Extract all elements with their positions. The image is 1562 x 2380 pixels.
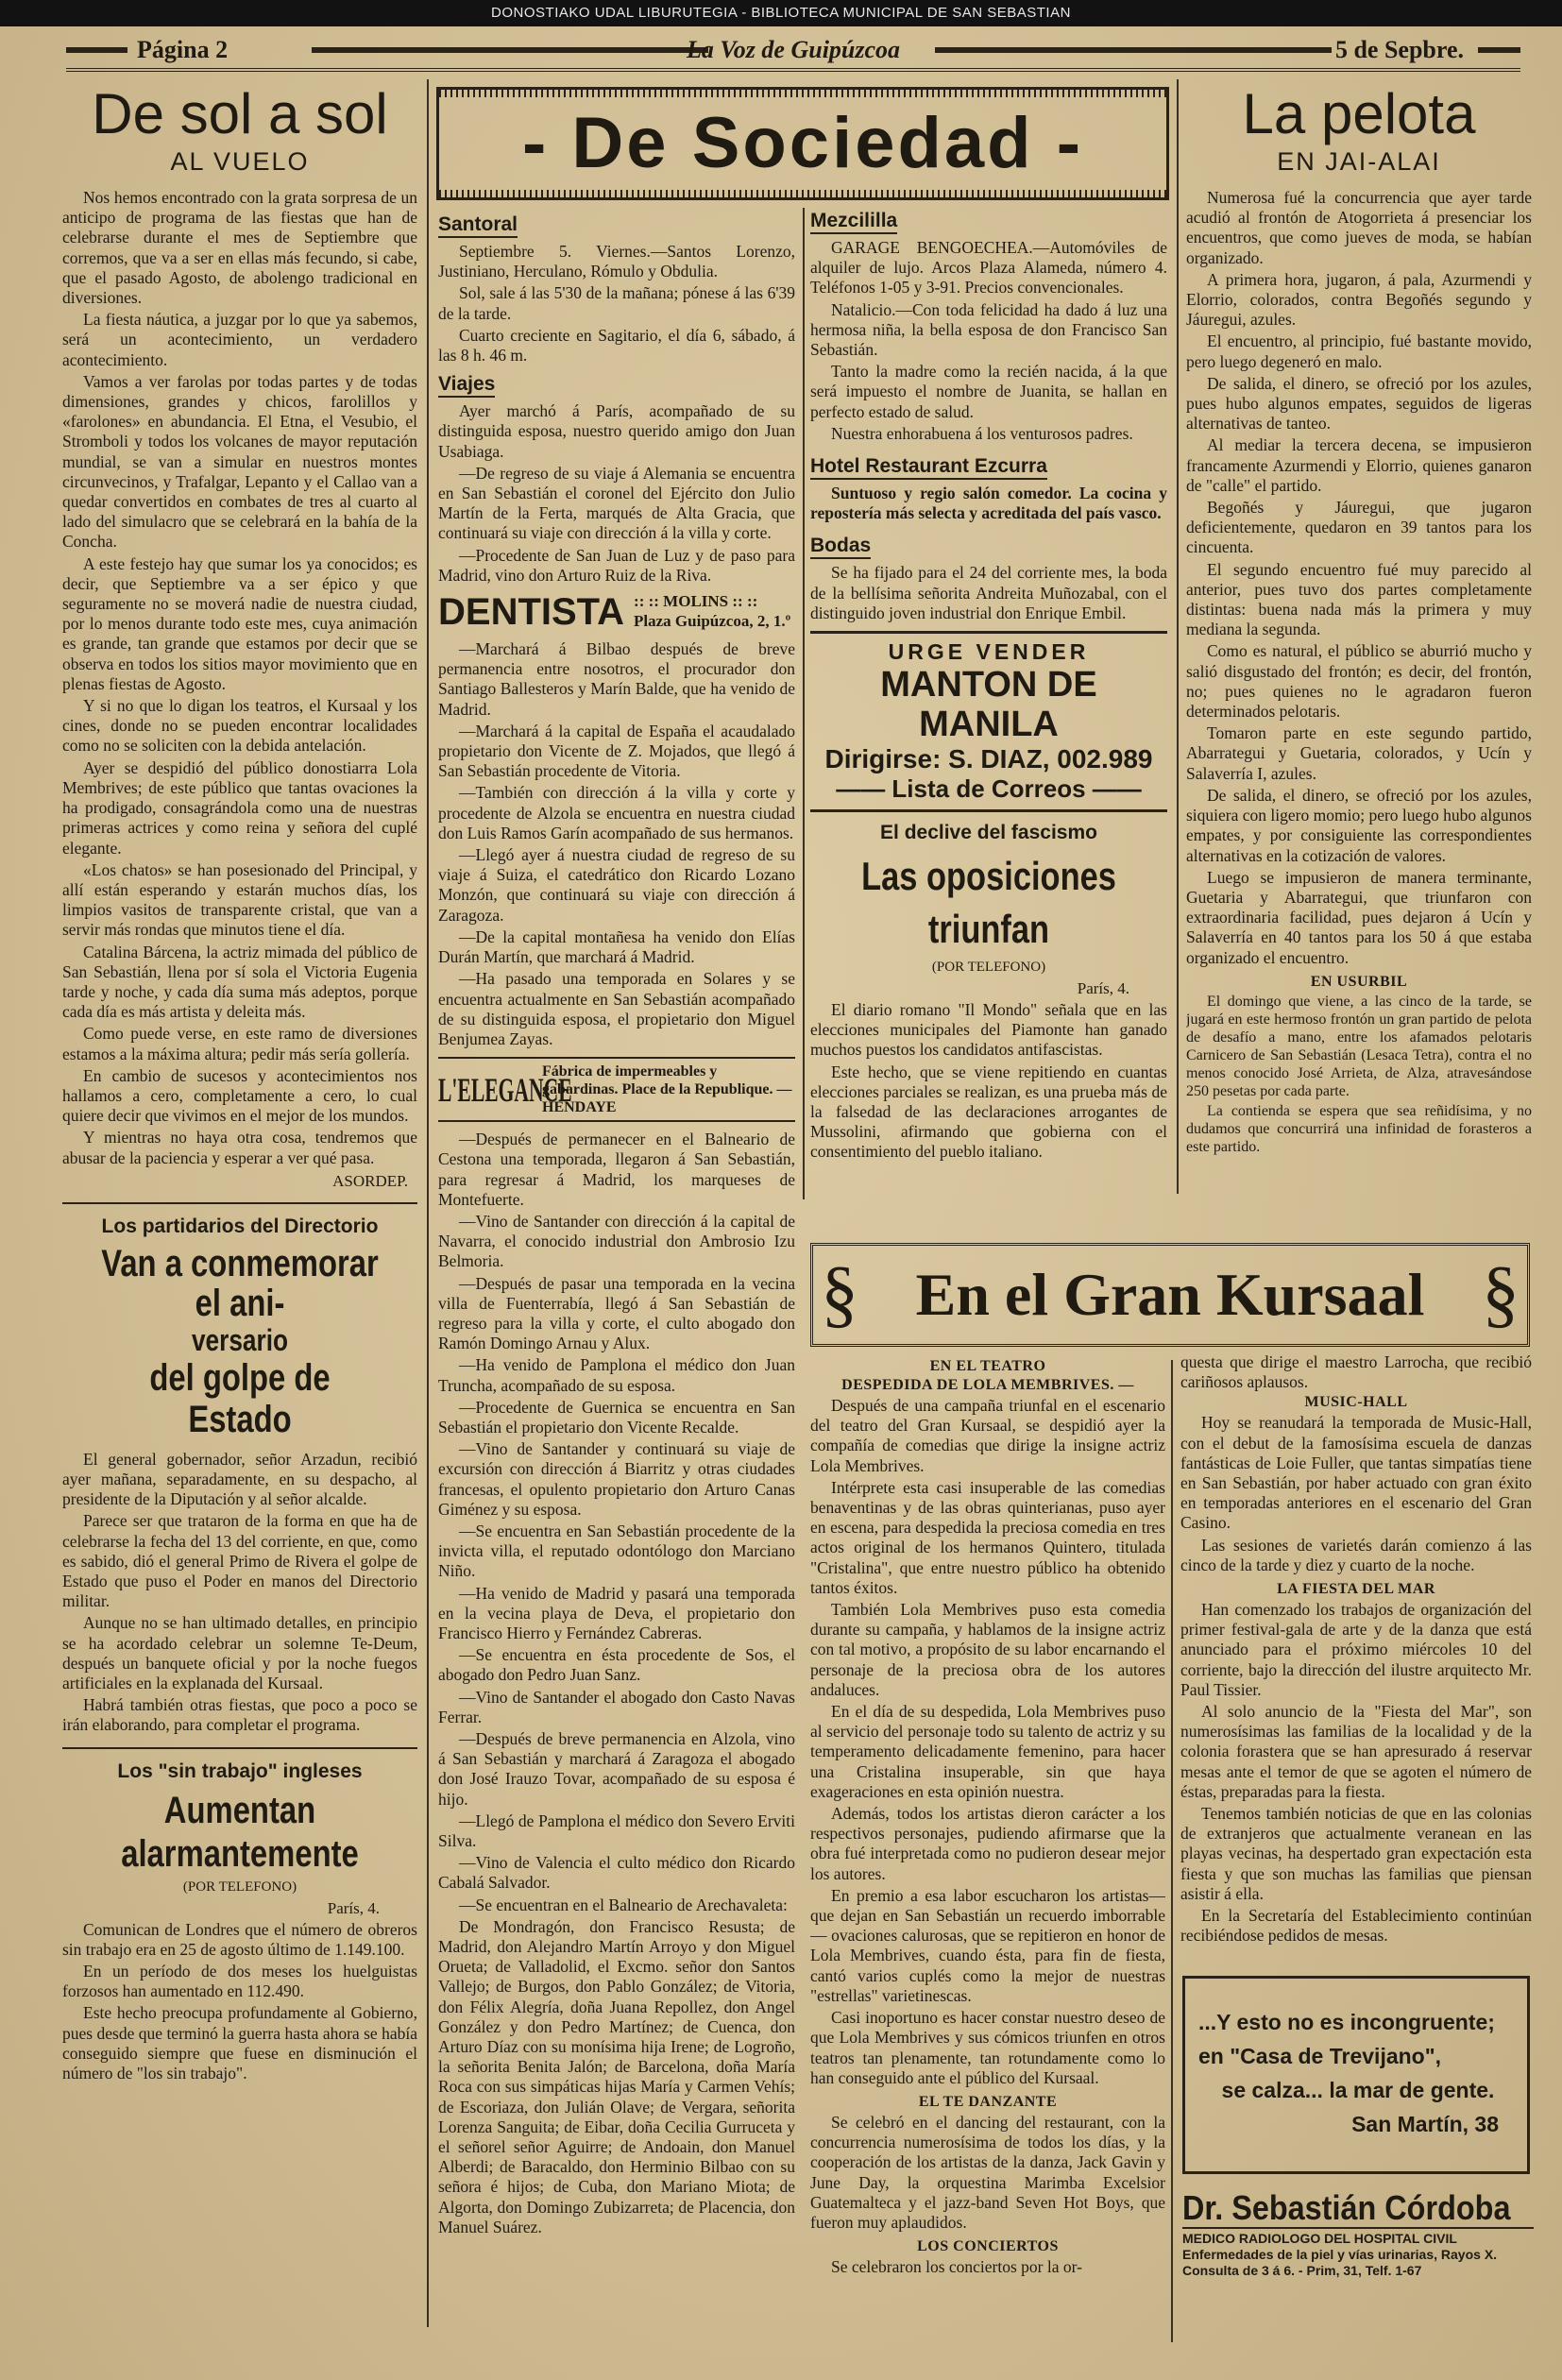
section-title: En el Gran Kursaal (915, 1261, 1425, 1328)
paragraph: El diario romano "Il Mondo" señala que en las elecciones municipales del Piamonte han ganado muchos puestos los candidatos antifascistas. (810, 1000, 1167, 1060)
page-number: Página 2 (137, 36, 229, 63)
paragraph: Al solo anuncio de la "Fiesta del Mar", son numerosísimas las familias de la localidad y de la colonia forastera que se han apresurado á reservar mesas ante el temor de que se agoten el número de éstas, preparadas para la fiesta. (1180, 1702, 1532, 1801)
paragraph: —Se encuentra en ésta procedente de Sos, el abogado don Pedro Juan Sanz. (438, 1645, 795, 1685)
paragraph: GARAGE BENGOECHEA.—Automóviles de alquiler de lujo. Arcos Plaza Alameda, número 4. Teléfonos 1-05 y 3-91. Precios convencionales. (810, 238, 1167, 298)
paragraph: En cambio de sucesos y acontecimientos nos hallamos a cero, completamente a cero, lo cual quiere decir que vivimos en el mejor de los mundos. (62, 1065, 417, 1126)
paragraph: Además, todos los artistas dieron carácter a los respectivos personajes, pudiendo afirmarse que la obra fué interpretada como no pudieron desear mejor los autores. (810, 1804, 1165, 1883)
paragraph: La contienda se espera que sea reñidísima, y no dudamos que concurrirá una infinidad de forasteros a este partido. (1186, 1102, 1532, 1155)
newspaper-name: La Voz de Guipúzcoa (686, 36, 901, 63)
paragraph: Sol, sale á las 5'30 de la mañana; pónese á las 6'39 de la tarde. (438, 283, 795, 323)
paragraph: Después de una campaña triunfal en el escenario del teatro del Gran Kursaal, se despidió ayer la compañía de comedias que dirige la insigne actriz Lola Membrives. (810, 1396, 1165, 1475)
paragraph: Al mediar la tercera decena, se impusieron francamente Azurmendi y Elorrio, quienes ganaron de "calle" el partido. (1186, 435, 1532, 495)
ad-trevijano (1182, 1976, 1530, 2174)
paragraph: De Mondragón, don Francisco Resusta; de Madrid, don Alejandro Martín Arroyo y don Miguel Orueta; de Valladolid, el Excmo. señor don Santos Vallejo; de Burgos, don Pablo González; de Vitoria, don Félix Alegría, doña Juana Repollez, don Angel González y don Pedro Martínez; de Cuenca, don Arturo Díaz con su monísima hija Irene; de Logroño, la señorita Benita Jalón; de Barcelona, doña María Roca con sus simpáticas hijas María y Carmen Vehís; de Escoriaza, don Julián Olave; de Vergara, señorita Lorenza Sanguita; de Eibar, doña Cecilia Gurruceta y el señorel señor Aguirre; de Andoain, don Manuel Alberdi; de Baracaldo, don Herminio Bilbao con su señora é hijos; de Cuba, don Mariano Miota; de Algorta, don Domingo Zubizarreta; de Placencia, don Manuel Suárez. (438, 1916, 795, 2236)
paragraph: Intérprete esta casi insuperable de las comedias benaventinas y de las obras quinterianas, puso ayer en escena, para despedida la preciosa comedia en tres actos original de los hermanos Quintero, titulada "Cristalina", que entre nuestro público ha obtenido tantos éxitos. (810, 1477, 1165, 1597)
ad-line: se calza... la mar de gente. (1221, 2078, 1495, 2102)
running-head (66, 34, 1520, 72)
section-masthead (436, 87, 1169, 200)
ad-elegance (438, 1057, 795, 1122)
paragraph: La fiesta náutica, a juzgar por lo que ya sabemos, será un acontecimiento, un verdadero acontecimiento. (62, 310, 417, 369)
paragraph: —Llegó ayer á nuestra ciudad de regreso de su viaje á Suiza, el catedrático don Ricardo Lozano Monzón, que continuará su viaje con dirección á Zaragoza. (438, 845, 795, 925)
ad-cordoba (1182, 2189, 1534, 2279)
paragraph: Natalicio.—Con toda felicidad ha dado á luz una hermosa niña, la bella esposa de don Francisco San Sebastián. (810, 299, 1167, 360)
kursaal-column-left (810, 1352, 1165, 2316)
column-rule (803, 208, 805, 1199)
paragraph: —Procedente de San Juan de Luz y de paso para Madrid, vino don Arturo Ruiz de la Riva. (438, 545, 795, 585)
article-headline: versario (191, 1322, 289, 1357)
paragraph: Tanto la madre como la recién nacida, á la que será impuesto el nombre de Juanita, se hallan en perfecto estado de salud. (810, 362, 1167, 421)
paragraph: El segundo encuentro fué muy parecido al anterior, pues tuvo dos partes completamente distintas: buena nada más la primera y muy mediana la segunda. (1186, 559, 1532, 639)
paragraph: Nuestra enhorabuena á los venturosos padres. (831, 423, 1133, 443)
column-1 (62, 83, 417, 2350)
source-label: (POR TELEFONO) (182, 1878, 297, 1895)
ad-dentista (438, 591, 795, 634)
ad-line: ...Y esto no es incongruente; (1198, 2010, 1495, 2034)
paragraph: También Lola Membrives puso esta comedia durante su campaña, y hablamos de la insigne actriz con tal motivo, a propósito de su labor encarnando el personaje de la preciosa obra de los autores andaluces. (810, 1600, 1165, 1699)
kursaal-banner (810, 1243, 1530, 1347)
paragraph: A este festejo hay que sumar los ya conocidos; es decir, que Septiembre va a ser épico y que seguramente no se moverá nadie de nuestra ciudad, por lo menos durante todo este mes, cuya animación es grande, tan grande que estamos por decir que se observa en todos los sitios mayor movimiento que en plenas fiestas de Agosto. (62, 553, 417, 693)
paragraph: De salida, el dinero, se ofreció por los azules, siquiera con ligero momio; pero luego hubo algunos empates, y por consiguiente las correspondientes alternativas en la cotización de valores. (1186, 785, 1532, 865)
divider (62, 1202, 417, 1204)
ad-address: San Martín, 38 (1351, 2112, 1499, 2136)
article-headline: Las oposiciones triunfan (861, 854, 1116, 952)
ad-details: Fábrica de impermeables y gabardinas. Place de la Republique. — HENDAYE (542, 1063, 792, 1116)
section-heading: LA FIESTA DEL MAR (1277, 1581, 1435, 1598)
paragraph: Casi inoportuno es hacer constar nuestro deseo de que Lola Membrives y sus cómicos triunfen en otros teatros tan plenamente, tan rotundamente como lo han conseguido ante el público del Kursaal. (810, 2008, 1165, 2087)
paragraph: Este hecho, que se viene repitiendo en cuantas elecciones parciales se realizan, es una prueba más de la falsedad de las declaraciones arrogantes de Mussolini, afirmando que gobierna con el consentimiento del pueblo italiano. (810, 1062, 1167, 1162)
paragraph: Aunque no se han ultimado detalles, en principio se ha acordado celebrar un solemne Te-Deum, después un banquete oficial y por la noche fuegos artificiales en la explanada del Kursaal. (62, 1613, 417, 1692)
column-rule (427, 79, 429, 2327)
article-title: La pelota (1242, 83, 1476, 145)
paragraph: A primera hora, jugaron, á pala, Azurmendi y Elorrio, colorados, contra Begoñés segundo y Jáuregui, azules. (1186, 269, 1532, 330)
paragraph: Tomaron parte en este segundo partido, Abarrategui y Guetaria, colorados, y Ucín y Salaverría I, azules. (1186, 723, 1532, 783)
paragraph: Septiembre 5. Viernes.—Santos Lorenzo, Justiniano, Herculano, Rómulo y Obdulia. (438, 242, 795, 281)
ad-manton (810, 631, 1167, 812)
section-heading: EN USURBIL (1310, 973, 1408, 990)
paragraph: Se celebró en el dancing del restaurant, con la concurrencia numerosísima de todos los días, y la cooperación de los artistas de la danza, Jack Gavin y June Day, la orquestina Marimba Excelsior Guatemalteca y el jazz-band Seven Hot Boys, que fueron muy aplaudidos. (810, 2112, 1165, 2232)
article-subtitle: AL VUELO (170, 147, 310, 176)
paragraph: —Ha venido de Pamplona el médico don Juan Truncha, acompañado de su esposa. (438, 1355, 795, 1395)
article-headline: del golpe de Estado (149, 1356, 331, 1440)
article-headline: Aumentan alarmantemente (121, 1789, 359, 1875)
paragraph: —Vino de Santander y continuará su viaje de excursión con dirección á Biarritz y otras ciudades francesas, el opulento propietario don Arturo Canas Giménez y su esposa. (438, 1439, 795, 1519)
paragraph: —Vino de Valencia el culto médico don Ricardo Cabalá Salvador. (438, 1853, 795, 1893)
issue-date: 5 de Sepbre. (1334, 36, 1464, 63)
paragraph: Comunican de Londres que el número de obreros sin trabajo era en 25 de agosto último de 1.149.100. (62, 1919, 417, 1959)
dateline: París, 4. (1077, 979, 1129, 998)
rule-ornament (935, 47, 1332, 53)
archive-banner: DONOSTIAKO UDAL LIBURUTEGIA - BIBLIOTECA MUNICIPAL DE SAN SEBASTIAN (0, 0, 1562, 26)
ad-title: L'ELEGANCE (438, 1070, 572, 1109)
paragraph: Habrá también otras fiestas, que poco a poco se irán elaborando, para completar el programa. (62, 1695, 417, 1735)
ad-details (1182, 2227, 1534, 2279)
paragraph: —Vino de Santander el abogado don Casto Navas Ferrar. (438, 1687, 795, 1726)
section-heading: Bodas (810, 535, 871, 559)
paragraph: Nos hemos encontrado con la grata sorpresa de un anticipo de programa de las fiestas que han de celebrarse durante el mes de Septiembre que corremos, que va a ser en ellas más fecundo, si cabe, que el pasado Agosto, de abolengo tradicional en diversiones. (62, 188, 417, 308)
rule-ornament (1478, 47, 1520, 53)
ad-address: Plaza Guipúzcoa, 2, 1.º (634, 612, 791, 631)
dateline: París, 4. (327, 1898, 380, 1917)
paragraph: Luego se impusieron de manera terminante, Guetaria y Abarrategui, que triunfaron con extraordinaria facilidad, pues dejaron á Ucín y Salaverría en 40 tantos para los 50 á que estaba organizado el encuentro. (1186, 867, 1532, 967)
paragraph: Begoñés y Jáuregui, que jugaron deficientemente, quedaron en 39 tantos para los cincuenta. (1186, 498, 1532, 557)
paragraph: Este hecho preocupa profundamente al Gobierno, pues desde que terminó la guerra hasta ahora se había conseguido siempre que fuese en disminución el número de "los sin trabajo". (62, 2003, 417, 2083)
paragraph: —De la capital montañesa ha venido don Elías Durán Martín, que marchará á Madrid. (438, 926, 795, 967)
section-heading: LOS CONCIERTOS (917, 2238, 1059, 2255)
signature: ASORDEP. (332, 1171, 408, 1190)
ornament-icon: § (1482, 1252, 1520, 1335)
ad-line: —— Lista de Correos —— (836, 774, 1142, 804)
ornament-icon: § (821, 1252, 858, 1335)
column-3 (810, 204, 1167, 1215)
paragraph: —Vino de Santander con dirección á la capital de Navarra, el conocido industrial don Ambrosio Izu Belmoria. (438, 1211, 795, 1271)
ad-title: DENTISTA (438, 591, 625, 634)
paragraph: En el día de su despedida, Lola Membrives puso al servicio del personaje todo su talento de actriz y su temperamento delicadamente femenino, para hacer una Cristalina insuperable, sin que haya exageraciones en esta opinión nuestra. (810, 1702, 1165, 1801)
section-heading: DESPEDIDA DE LOLA MEMBRIVES. — (841, 1377, 1134, 1393)
paragraph: —Después de breve permanencia en Alzola, vino á San Sebastián y marchará á Zaragoza el abogado don José Irauzo Tovar, acompañado de su esposa é hijo. (438, 1729, 795, 1809)
column-4 (1186, 83, 1532, 1226)
kursaal-column-right (1180, 1352, 1532, 1966)
paragraph: —Marchará á la capital de España el acaudalado propietario don Vicente de Z. Mojados, que llegó á San Sebastián procedente de Vitoria. (438, 721, 795, 781)
paragraph: Y si no que lo digan los teatros, el Kursaal y los cines, donde no se pueden encontrar localidades como no se soliciten con la debida antelación. (62, 696, 417, 756)
paragraph: En un período de dos meses los huelguistas forzosos han aumentado en 112.490. (62, 1962, 417, 2001)
ad-line: Dirigirse: S. DIAZ, 002.989 (824, 744, 1153, 774)
paragraph: Como puede verse, en este ramo de diversiones estamos a la máxima altura; pedir más sería gollería. (62, 1024, 417, 1063)
ad-name: :: :: MOLINS :: :: (634, 592, 758, 611)
paragraph: Ayer se despidió del público donostiarra Lola Membrives; de este público que tantas ovaciones la ha prodigado, consagrándola como una de nuestras primeras actrices y como reina y señora del cuplé elegante. (62, 757, 417, 858)
article-title: De sol a sol (92, 83, 388, 145)
column-rule (1171, 1360, 1173, 2342)
section-heading: EN EL TEATRO (929, 1358, 1046, 1374)
paragraph: —Después de permanecer en el Balneario de Cestona una temporada, llegaron á San Sebastián, para regresar á Madrid, los marqueses de Montefuerte. (438, 1130, 795, 1209)
paragraph: —Se encuentran en el Balneario de Arechavaleta: (459, 1895, 788, 1914)
column-rule (1177, 79, 1179, 1194)
paragraph: Suntuoso y regio salón comedor. La cocina y repostería más selecta y acreditada del país vasco. (810, 484, 1167, 523)
section-heading: Mezcililla (810, 210, 897, 234)
paragraph: —Llegó de Pamplona el médico don Severo Erviti Silva. (438, 1810, 795, 1851)
paragraph: —Marchará á Bilbao después de breve permanencia entre nosotros, el procurador don Santiago Ballesteros y Marín Balde, que ha venido de Madrid. (438, 639, 795, 719)
ad-line: MEDICO RADIOLOGO DEL HOSPITAL CIVIL (1182, 2231, 1457, 2246)
paragraph: —Ha venido de Madrid y pasará una temporada en la vecina playa de Deva, el propietario don Francisco Hierro y Fernández Cabreras. (438, 1583, 795, 1642)
paragraph: El general gobernador, señor Arzadun, recibió ayer mañana, separadamente, en su despacho, al presidente de la Diputación y al señor alcalde. (62, 1449, 417, 1509)
paragraph: —Ha pasado una temporada en Solares y se encuentra actualmente en San Sebastián acompañado de su distinguida esposa, el propietario don Miguel Benjumea Zayas. (438, 969, 795, 1048)
paragraph: El encuentro, al principio, fué bastante movido, pero luego degeneró en malo. (1186, 332, 1532, 371)
article-kicker: Los "sin trabajo" ingleses (117, 1760, 363, 1782)
paragraph: Y mientras no haya otra cosa, tendremos que abusar de la paciencia y esperar a ver qué pasa. (62, 1128, 417, 1167)
paragraph: questa que dirige el maestro Larrocha, que recibió cariñosos aplausos. (1180, 1352, 1532, 1392)
ad-line: en "Casa de Trevijano", (1198, 2044, 1442, 2068)
paragraph: Cuarto creciente en Sagitario, el día 6, sábado, á las 8 h. 46 m. (438, 325, 795, 366)
paragraph: En premio a esa labor escucharon los artistas—que dejan en San Sebastián un recuerdo imborrable— ovaciones calurosas, que se repitieron en honor de Lola Membrives, cuando ésta, para fin de fiesta, cantó varios cuplés como la mejor de nuestras "estrellas" varietinescas. (810, 1885, 1165, 2005)
paragraph: Hoy se reanudará la temporada de Music-Hall, con el debut de la famosísima escuela de danzas fantásticas de Loie Fuller, que tantas simpatías tiene en San Sebastián, por haber actuado con gran éxito en temporadas anteriores en el escenario del Gran Casino. (1180, 1413, 1532, 1533)
paragraph: En la Secretaría del Establecimiento continúan recibiéndose pedidos de mesas. (1180, 1906, 1532, 1946)
ad-details (634, 591, 790, 631)
article-headline: Van a conmemorar el ani- (101, 1242, 379, 1324)
paragraph: El domingo que viene, a las cinco de la tarde, se jugará en este hermoso frontón un gran partido de pelota de desafío a mano, entre los afamados pelotaris Carnicero de San Sebastián (Lesaca Tetra), contra el no menos conocido José Arrieta, de Alza, atravesándose 250 pesetas por cada parte. (1186, 993, 1532, 1099)
article-kicker: Los partidarios del Directorio (101, 1215, 379, 1237)
paragraph: Ayer marchó á París, acompañado de su distinguida esposa, nuestro querido amigo don Juan Usabiaga. (438, 401, 795, 461)
paragraph: Tenemos también noticias de que en las colonias de extranjeros que actualmente veranean en las playas vecinas, ha despertado gran expectación esta fiesta y que son muchas las familias que piensan asistir á ella. (1180, 1804, 1532, 1903)
ad-line: Enfermedades de la piel y vías urinarias, Rayos X. Consulta de 3 á 6. - Prim, 31, Telf. 1-67 (1182, 2247, 1498, 2278)
section-heading: EL TE DANZANTE (918, 2093, 1058, 2110)
ad-line: MANTON DE MANILA (880, 665, 1097, 745)
column-2 (438, 208, 795, 2352)
divider (62, 1747, 417, 1749)
paragraph: Numerosa fué la concurrencia que ayer tarde acudió al frontón de Atogorrieta á presenciar los encuentros, que como jueves de moda, se habían organizado. (1186, 188, 1532, 267)
paragraph: —De regreso de su viaje á Alemania se encuentra en San Sebastián el coronel del Ejército don Julio Martín de la Ferta, marqués de Alta Gracia, que continuará su viaje con dirección á la villa y corte. (438, 463, 795, 543)
paragraph: Vamos a ver farolas por todas partes y de todas dimensiones, grandes y chicos, farolillos y «farolones» en abundancia. El Etna, el Vesubio, el Stromboli y todos los volcanes de mayor reputación mundial, se van a simular en nuestros montes circunvecinos, y Trafalgar, Lepanto y el Callao van a quedar convertidos en combates de tres al cuarto al lado del simulacro que se celebrará en la bahía de la Concha. (62, 371, 417, 552)
paragraph: Se ha fijado para el 24 del corriente mes, la boda de la bellísima señorita Andreita Muñozabal, con el distinguido joven industrial don Enrique Embil. (810, 563, 1167, 622)
section-title: - De Sociedad - (522, 103, 1083, 183)
section-heading: Santoral (438, 213, 518, 238)
section-heading: MUSIC-HALL (1304, 1394, 1408, 1411)
paragraph: «Los chatos» se han posesionado del Principal, y allí están esperando y estarán muchos días, los limpios vasitos de transparente cristal, que van a servir más rondas que minutos tiene el día. (62, 859, 417, 940)
paragraph: De salida, el dinero, se ofreció por los azules, pues hubo algunos empates, seguidos de ligeras alternativas de tanteo. (1186, 373, 1532, 434)
article-subtitle: EN JAI-ALAI (1277, 147, 1441, 176)
paragraph: —También con dirección á la villa y corte y procedente de Alzola se encuentra en nuestra ciudad don Luis Ramos Garín acompañado de sus hermanos. (438, 783, 795, 842)
paragraph: —Procedente de Guernica se encuentra en San Sebastián el propietario don Vicente Recalde. (438, 1397, 795, 1436)
ad-title: Dr. Sebastián Córdoba (1182, 2188, 1511, 2227)
section-heading: Hotel Restaurant Ezcurra (810, 455, 1047, 480)
section-heading: Viajes (438, 373, 495, 398)
paragraph: Parece ser que trataron de la forma en que ha de celebrarse la fecha del 13 del corriente, en que, como es sabido, dió el general Primo de Rivera el golpe de Estado que puso el Poder en manos del Directorio militar. (62, 1511, 417, 1611)
paragraph: Se celebraron los conciertos por la or- (831, 2257, 1082, 2277)
source-label: (POR TELEFONO) (931, 960, 1046, 976)
paragraph: Como es natural, el público se aburrió mucho y salió disgustado del frontón; es decir, del frontón, no; pues quienes no le agradaron fueron determinados pelotaris. (1186, 641, 1532, 722)
article-kicker: El declive del fascismo (880, 822, 1097, 844)
paragraph: Catalina Bárcena, la actriz mimada del público de San Sebastián, llena por sí sola el Victoria Eugenia tarde y noche, y cada día suma más adeptos, porque cada día es más artista y deleita más. (62, 942, 417, 1022)
ad-line: URGE VENDER (888, 639, 1090, 665)
paragraph: —Se encuentra en San Sebastián procedente de la invicta villa, el reputado odontólogo don Marciano Niño. (438, 1521, 795, 1581)
paragraph: Han comenzado los trabajos de organización del primer festival-gala de arte y de la danza que está anunciado para el próximo miércoles 10 del corriente, bajo la dirección del ilustre arquitecto Mr. Paul Tissier. (1180, 1600, 1532, 1699)
paragraph: —Después de pasar una temporada en la vecina villa de Fuenterrabía, llegó á San Sebastián de regreso para la villa y corte, el culto abogado don Ramón Domingo Arnau y Alux. (438, 1273, 795, 1353)
paragraph: Las sesiones de varietés darán comienzo á las cinco de la tarde y diez y cuarto de la noche. (1180, 1535, 1532, 1574)
